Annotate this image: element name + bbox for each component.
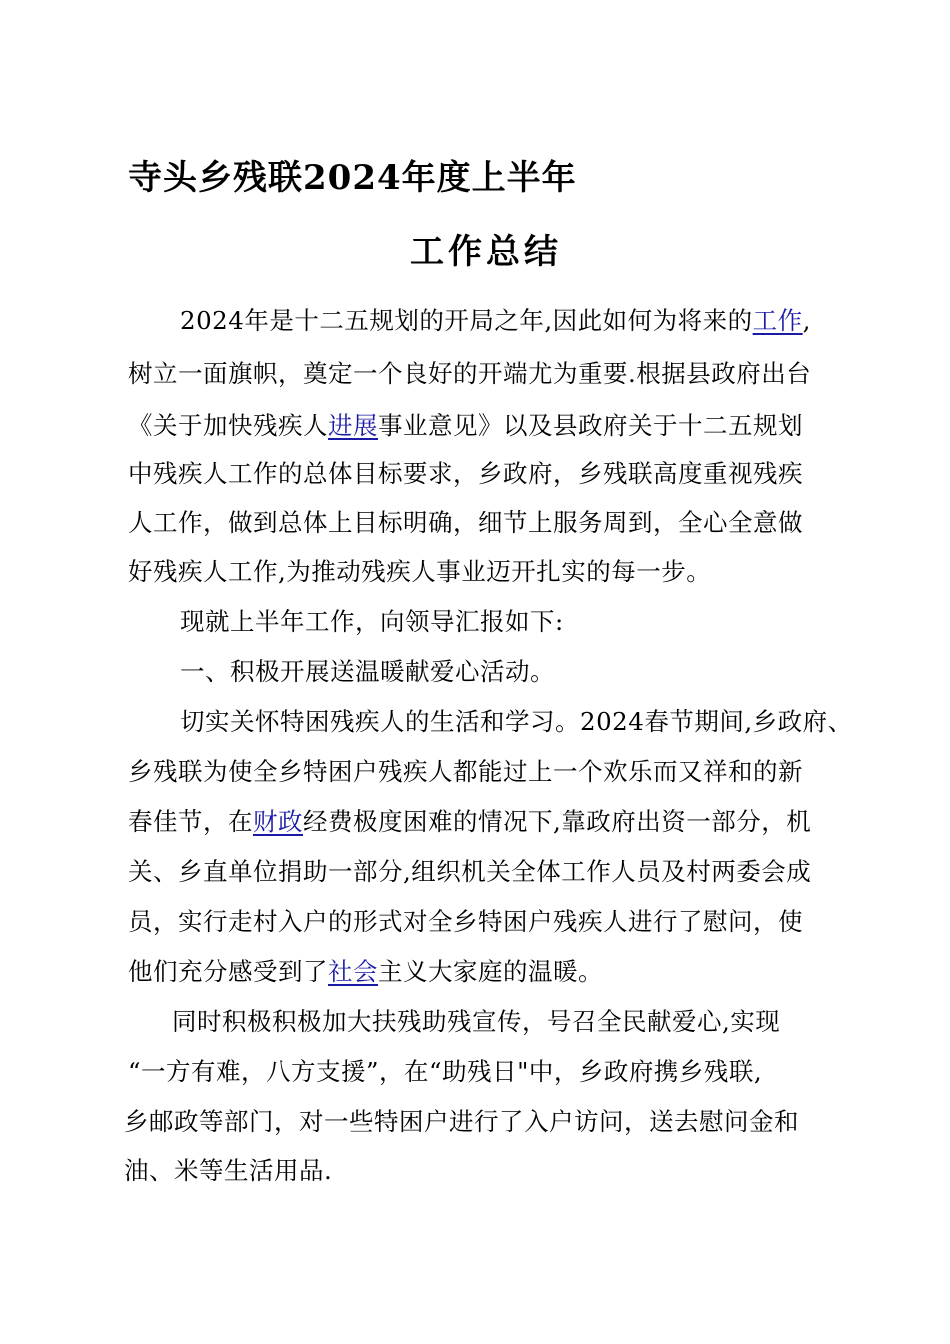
- body-text: 一、积极开展送温暖献爱心活动。: [180, 657, 555, 686]
- body-text: 切实关怀特困残疾人的生活和学习。2024春节期间,乡政府、: [180, 707, 853, 736]
- inline-link[interactable]: 工作: [752, 306, 803, 335]
- body-line: [128, 553, 711, 588]
- body-text: 乡残联为使全乡特困户残疾人都能过上一个欢乐而又祥和的新: [128, 757, 803, 786]
- body-text: 乡邮政等部门，对一些特困户进行了入户访问，送去慰问金和: [124, 1107, 799, 1136]
- document-title-line1: 寺头乡残联2024年度上半年: [128, 158, 577, 198]
- inline-link[interactable]: 社会: [328, 957, 378, 986]
- body-text: 2024年是十二五规划的开局之年,因此如何为将来的: [180, 306, 753, 335]
- body-line: [128, 953, 603, 988]
- body-line: [128, 455, 803, 490]
- body-text: 员，实行走村入户的形式对全乡特困户残疾人进行了慰问，使: [128, 907, 803, 936]
- body-text: 现就上半年工作，向领导汇报如下:: [180, 607, 564, 636]
- body-text: 好残疾人工作,为推动残疾人事业迈开扎实的每一步。: [128, 557, 712, 586]
- body-line: [128, 753, 803, 788]
- body-line: [180, 603, 564, 638]
- body-text: 同时积极积极加大扶残助残宣传，号召全民献爱心,实现: [172, 1007, 781, 1036]
- body-line: [180, 302, 811, 337]
- body-line: [172, 1003, 780, 1038]
- body-text: “一方有难，八方支援”，在“助残日"中，乡政府携乡残联,: [128, 1057, 763, 1086]
- body-line: [128, 853, 811, 888]
- body-text: ,: [802, 306, 811, 335]
- body-line: [128, 903, 803, 938]
- body-text: 油、米等生活用品.: [124, 1156, 333, 1185]
- body-text: 主义大家庭的温暖。: [378, 957, 603, 986]
- body-line: [124, 1152, 332, 1187]
- body-line: [180, 653, 555, 688]
- inline-link[interactable]: 财政: [253, 807, 303, 836]
- body-text: 树立一面旗帜，奠定一个良好的开端尤为重要.根据县政府出台: [128, 359, 812, 388]
- body-text: 《关于加快残疾人: [128, 411, 328, 440]
- body-line: [180, 703, 853, 738]
- body-text: 中残疾人工作的总体目标要求，乡政府，乡残联高度重视残疾: [128, 459, 803, 488]
- body-line: [128, 504, 803, 539]
- body-line: [128, 1053, 762, 1088]
- body-text: 春佳节，在: [128, 807, 253, 836]
- body-text: 他们充分感受到了: [128, 957, 328, 986]
- body-line: [128, 407, 803, 442]
- body-text: 事业意见》以及县政府关于十二五规划: [378, 411, 803, 440]
- body-text: 关、乡直单位捐助一部分,组织机关全体工作人员及村两委会成: [128, 857, 812, 886]
- body-line: [124, 1103, 799, 1138]
- body-line: [128, 803, 811, 838]
- body-line: [128, 355, 811, 390]
- inline-link[interactable]: 进展: [328, 411, 378, 440]
- body-text: 人工作，做到总体上目标明确，细节上服务周到，全心全意做: [128, 508, 803, 537]
- body-text: 经费极度困难的情况下,靠政府出资一部分，机: [303, 807, 812, 836]
- document-title-line2: 工作总结: [410, 232, 562, 272]
